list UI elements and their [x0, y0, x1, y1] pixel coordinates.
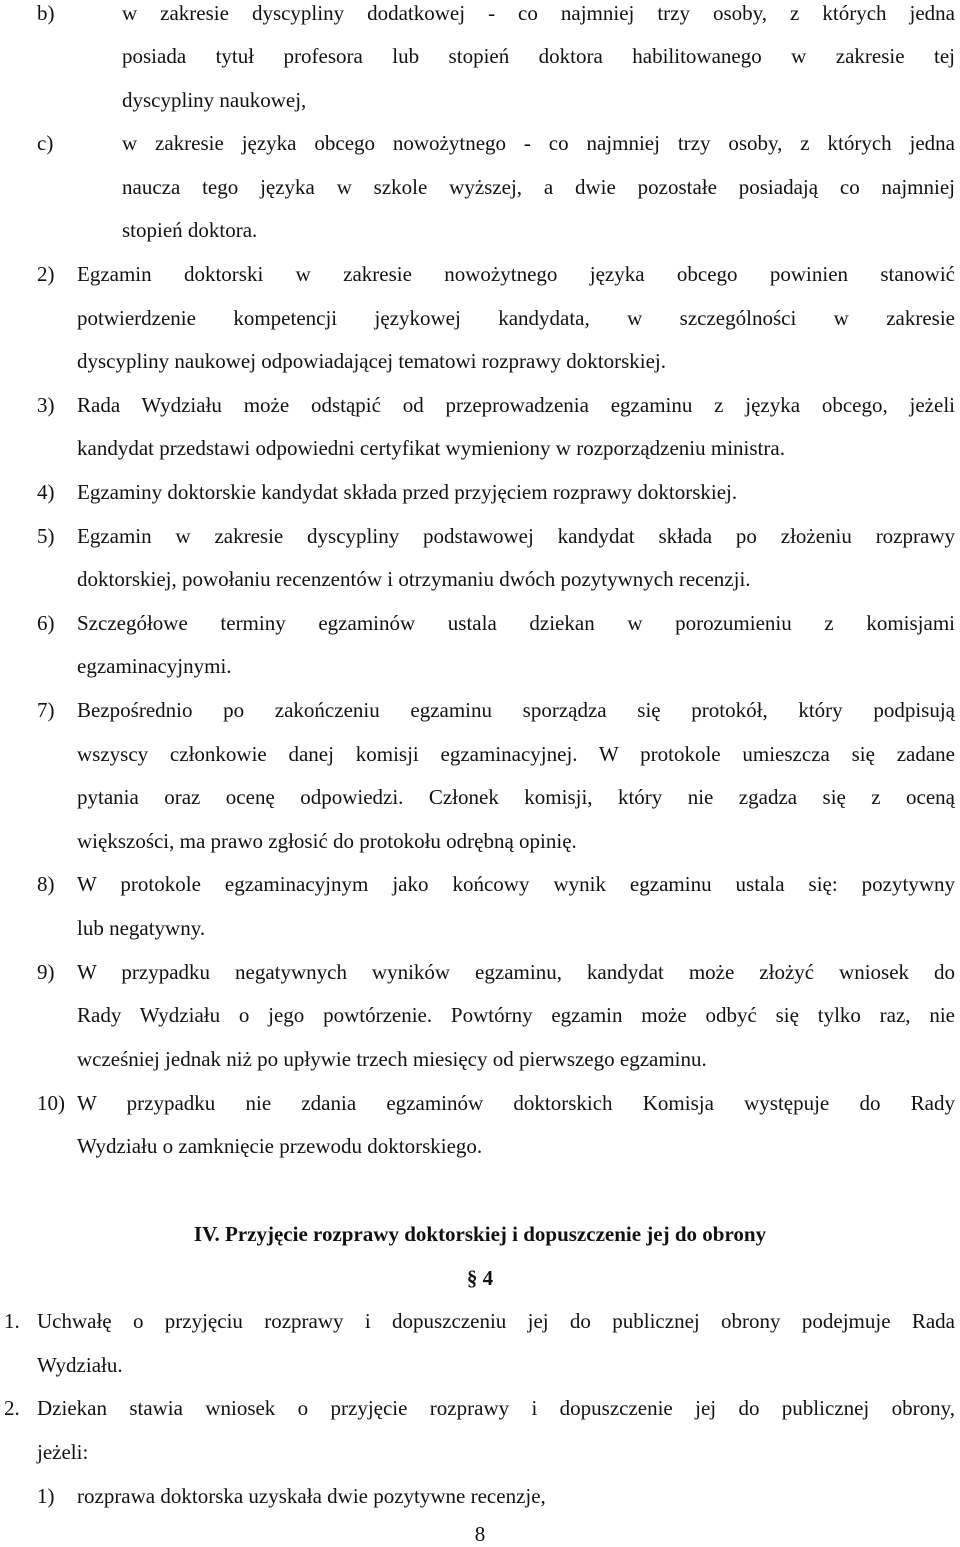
text-line: jeżeli:: [37, 1440, 89, 1464]
text-line: W przypadku nie zdania egzaminów doktorskich Komisja występuje do Rady: [77, 1091, 955, 1115]
text-line: lub negatywny.: [77, 916, 206, 940]
item-label: 3): [37, 393, 55, 417]
item-label: b): [37, 1, 55, 25]
item-label: 9): [37, 960, 55, 984]
paragraph-mark: § 4: [466, 1266, 494, 1290]
text-line: Uchwałę o przyjęciu rozprawy i dopuszczeniu jej do publicznej obrony podejmuje Rada: [37, 1309, 955, 1333]
text-line: W przypadku negatywnych wyników egzaminu, kandydat może złożyć wniosek do: [77, 960, 955, 984]
section-heading: IV. Przyjęcie rozprawy doktorskiej i dopuszczenie jej do obrony: [193, 1222, 767, 1246]
text-line: Wydziału.: [37, 1353, 123, 1377]
text-line: posiada tytuł profesora lub stopień doktora habilitowanego w zakresie tej: [122, 44, 955, 68]
text-line: w zakresie dyscypliny dodatkowej - co najmniej trzy osoby, z których jedna: [122, 1, 955, 25]
text-line: Bezpośrednio po zakończeniu egzaminu sporządza się protokół, który podpisują: [77, 698, 955, 722]
item-label: 10): [37, 1091, 65, 1115]
text-line: dyscypliny naukowej,: [122, 88, 307, 112]
text-line: pytania oraz ocenę odpowiedzi. Członek komisji, który nie zgadza się z oceną: [77, 785, 955, 809]
text-line: Egzamin w zakresie dyscypliny podstawowej kandydat składa po złożeniu rozprawy: [77, 524, 955, 548]
text-line: wszyscy członkowie danej komisji egzaminacyjnej. W protokole umieszcza się zadane: [77, 742, 955, 766]
text-line: naucza tego języka w szkole wyższej, a dwie pozostałe posiadają co najmniej: [122, 175, 955, 199]
text-line: Rady Wydziału o jego powtórzenie. Powtórny egzamin może odbyć się tylko raz, nie: [77, 1003, 955, 1027]
text-line: większości, ma prawo zgłosić do protokołu odrębną opinię.: [77, 829, 577, 853]
item-label: 2): [37, 262, 55, 286]
item-label: 4): [37, 480, 55, 504]
text-line: Wydziału o zamknięcie przewodu doktorskiego.: [77, 1134, 483, 1158]
item-label: 2.: [4, 1396, 20, 1420]
item-label: 1): [37, 1484, 55, 1508]
text-line: egzaminacyjnymi.: [77, 654, 232, 678]
text-line: Szczegółowe terminy egzaminów ustala dziekan w porozumieniu z komisjami: [77, 611, 955, 635]
text-line: wcześniej jednak niż po upływie trzech miesięcy od pierwszego egzaminu.: [77, 1047, 707, 1071]
text-line: dyscypliny naukowej odpowiadającej tematowi rozprawy doktorskiej.: [77, 349, 667, 373]
text-line: stopień doktora.: [122, 218, 258, 242]
page-number: 8: [474, 1522, 486, 1546]
item-label: 7): [37, 698, 55, 722]
text-line: potwierdzenie kompetencji językowej kandydata, w szczególności w zakresie: [77, 306, 955, 330]
text-line: Egzamin doktorski w zakresie nowożytnego języka obcego powinien stanowić: [77, 262, 955, 286]
item-label: 6): [37, 611, 55, 635]
text-line: doktorskiej, powołaniu recenzentów i otrzymaniu dwóch pozytywnych recenzji.: [77, 567, 751, 591]
text-line: Rada Wydziału może odstąpić od przeprowadzenia egzaminu z języka obcego, jeżeli: [77, 393, 955, 417]
item-label: 1.: [4, 1309, 20, 1333]
text-line: w zakresie języka obcego nowożytnego - co najmniej trzy osoby, z których jedna: [122, 131, 955, 155]
text-line: kandydat przedstawi odpowiedni certyfikat wymieniony w rozporządzeniu ministra.: [77, 436, 785, 460]
text-line: rozprawa doktorska uzyskała dwie pozytywne recenzje,: [77, 1484, 546, 1508]
item-label: c): [37, 131, 54, 155]
item-label: 5): [37, 524, 55, 548]
text-line: W protokole egzaminacyjnym jako końcowy wynik egzaminu ustala się: pozytywny: [77, 872, 955, 896]
text-line: Dziekan stawia wniosek o przyjęcie rozprawy i dopuszczenie jej do publicznej obrony,: [37, 1396, 955, 1420]
item-label: 8): [37, 872, 55, 896]
text-line: Egzaminy doktorskie kandydat składa przed przyjęciem rozprawy doktorskiej.: [77, 480, 738, 504]
